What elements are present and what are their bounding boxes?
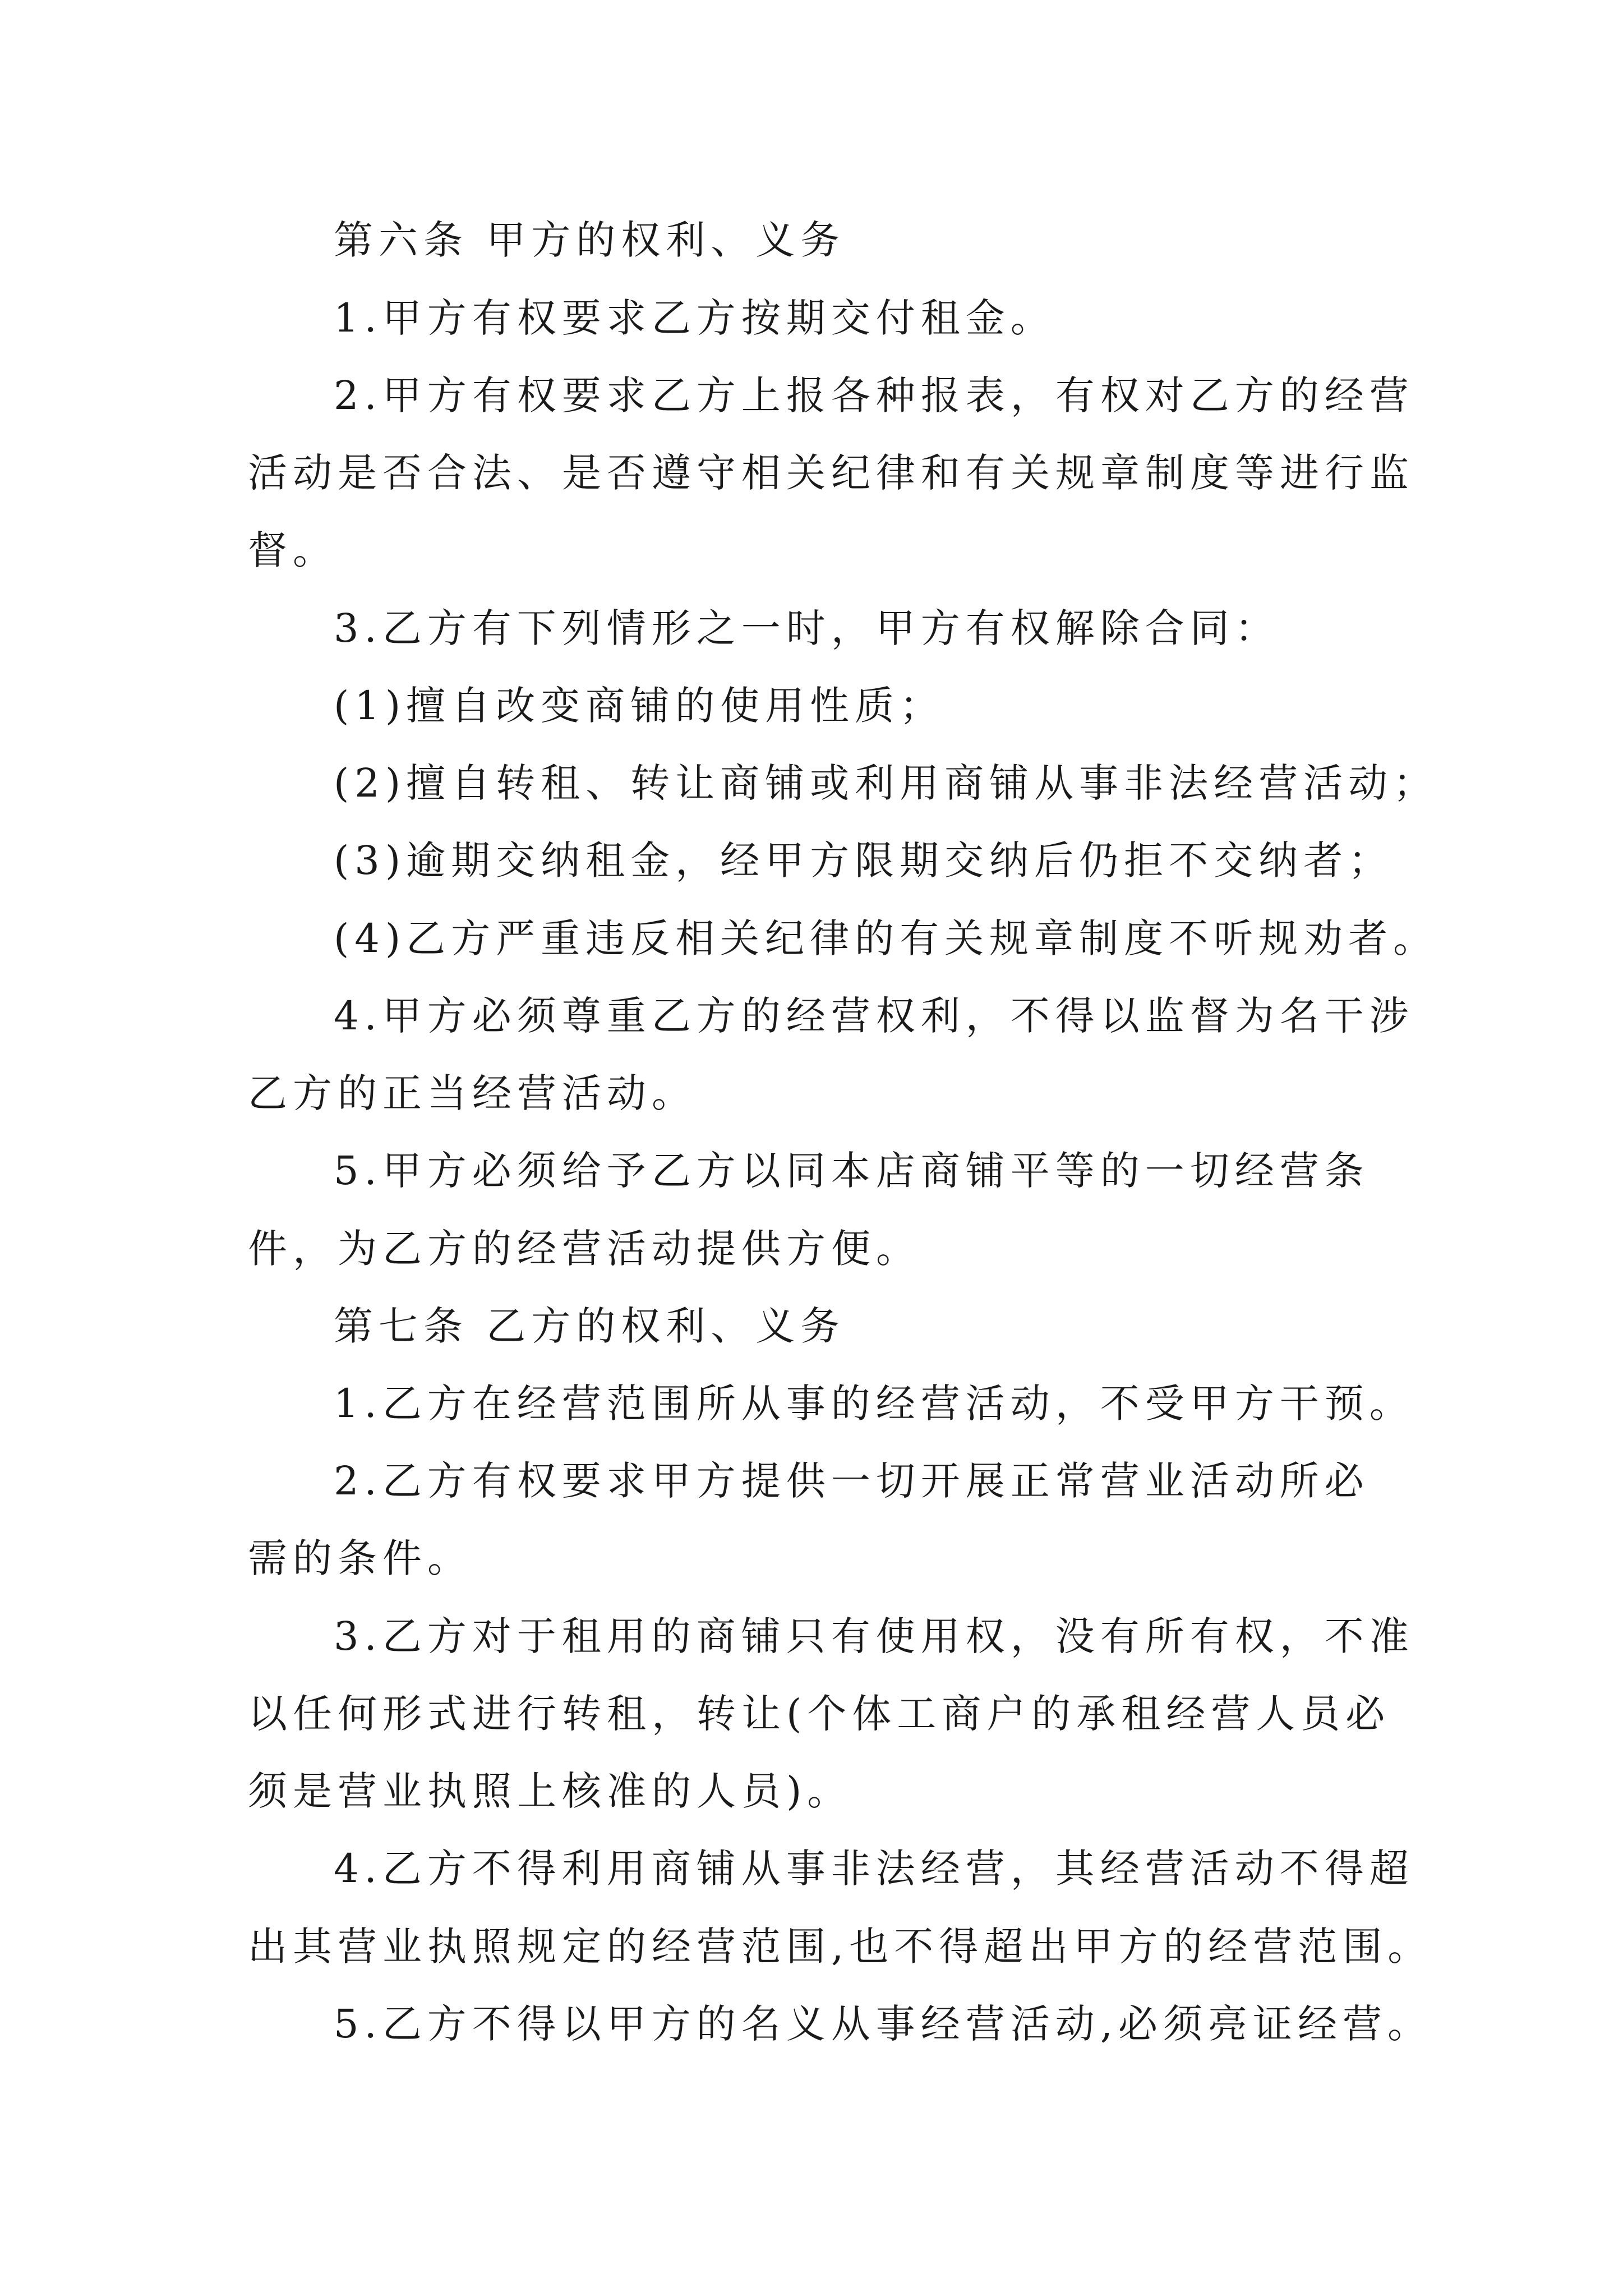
article-7-item-4-line-1: 4.乙方不得利用商铺从事非法经营，其经营活动不得超 bbox=[334, 1846, 1414, 1892]
article-6-item-3-sub-2: (2)擅自转租、转让商铺或利用商铺从事非法经营活动； bbox=[334, 760, 1438, 806]
article-6-item-5-line-2: 件，为乙方的经营活动提供方便。 bbox=[248, 1226, 921, 1272]
article-6-item-4-line-1: 4.甲方必须尊重乙方的经营权利，不得以监督为名干涉 bbox=[334, 993, 1414, 1039]
article-7-item-3-line-2: 以任何形式进行转租，转让(个体工商户的承租经营人员必 bbox=[248, 1691, 1391, 1737]
article-6-item-2-line-1: 2.甲方有权要求乙方上报各种报表，有权对乙方的经营 bbox=[334, 372, 1414, 418]
article-6-item-2-line-2: 活动是否合法、是否遵守相关纪律和有关规章制度等进行监 bbox=[248, 450, 1414, 496]
article-6-item-2-line-3: 督。 bbox=[248, 527, 338, 573]
article-6-item-1: 1.甲方有权要求乙方按期交付租金。 bbox=[334, 295, 1055, 341]
article-7-item-5: 5.乙方不得以甲方的名义从事经营活动,必须亮证经营。 bbox=[334, 2001, 1433, 2047]
article-7-item-4-line-2: 出其营业执照规定的经营范围,也不得超出甲方的经营范围。 bbox=[248, 1924, 1433, 1970]
article-6-item-3-sub-4: (4)乙方严重违反相关纪律的有关规章制度不听规劝者。 bbox=[334, 915, 1438, 961]
article-7-item-3-line-1: 3.乙方对于租用的商铺只有使用权，没有所有权，不准 bbox=[334, 1613, 1414, 1659]
article-6-item-4-line-2: 乙方的正当经营活动。 bbox=[248, 1070, 697, 1116]
article-7-item-3-line-3: 须是营业执照上核准的人员)。 bbox=[248, 1768, 852, 1814]
article-6-item-5-line-1: 5.甲方必须给予乙方以同本店商铺平等的一切经营条 bbox=[334, 1148, 1370, 1194]
article-6-item-3: 3.乙方有下列情形之一时，甲方有权解除合同： bbox=[334, 605, 1280, 651]
article-7-item-2-line-1: 2.乙方有权要求甲方提供一切开展正常营业活动所必 bbox=[334, 1458, 1370, 1504]
article-6-heading: 第六条 甲方的权利、义务 bbox=[334, 217, 846, 263]
article-7-item-2-line-2: 需的条件。 bbox=[248, 1535, 472, 1581]
article-7-item-1: 1.乙方在经营范围所从事的经营活动，不受甲方干预。 bbox=[334, 1381, 1414, 1427]
article-7-heading: 第七条 乙方的权利、义务 bbox=[334, 1303, 846, 1349]
article-6-item-3-sub-1: (1)擅自改变商铺的使用性质； bbox=[334, 683, 945, 729]
article-6-item-3-sub-3: (3)逾期交纳租金，经甲方限期交纳后仍拒不交纳者； bbox=[334, 838, 1394, 884]
